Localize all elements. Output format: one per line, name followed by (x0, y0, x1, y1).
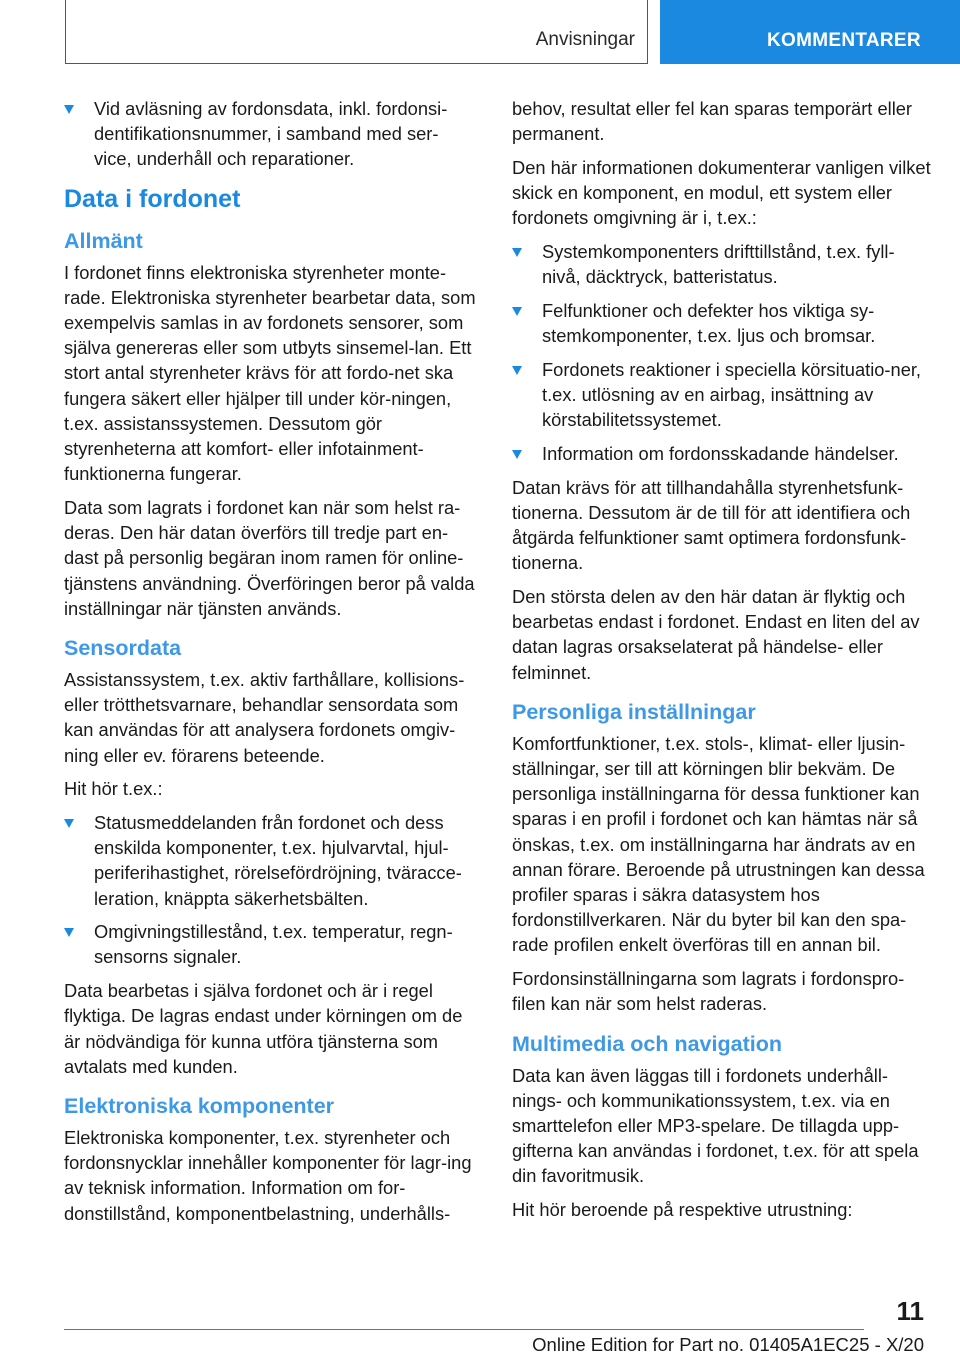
heading-data-i-fordonet: Data i fordonet (64, 184, 241, 213)
paragraph: Komfortfunktioner, t.ex. stols-, klimat- eller ljusin-ställningar, ser till att körningen blir bekväm. De personliga inställningarna för dessa funktioner kan sparas i en profil i fordonet och kan hämtas när så önskas, t.ex. om inställningarna har ändrats av en annan förare. Beroende på utrustningen kan dessa profiler sparas i säkra datasystem hos fordonstillverkaren. När du byter bil kan den spa-rade profilen enkelt överföras till en annan bil. (512, 732, 925, 956)
bullet-list (64, 810, 476, 970)
triangle-bullet-icon (512, 307, 522, 316)
paragraph: Den största delen av den här datan är flyktig och bearbetas endast i fordonet. Endast en liten del av datan lagras orsakselaterat på händelse- eller felminnet. (512, 585, 920, 683)
heading-multimedia-och-navigation: Multimedia och navigation (512, 1031, 782, 1056)
footer-divider (64, 1329, 864, 1330)
paragraph: Elektroniska komponenter, t.ex. styrenheter och fordonsnycklar innehåller komponenter för lagr-ing av teknisk information. Information om for-donstillstånd, komponentbelastning, underhålls- (64, 1127, 472, 1224)
paragraph: I fordonet finns elektroniska styrenheter monte-rade. Elektroniska styrenheter bearbetar data, som exempelvis samlas in av fordonets sensorer, som själva genereras eller som utbyts sinsemel-lan. Ett stort antal styrenheter krävs för att fordo-net ska fungera säkert eller hjälper till under kör-ningen, t.ex. assistanssystemen. Dessutom gör styrenheterna att komfort- eller infotainment-funktionerna fungerar. (64, 261, 476, 485)
right-column (512, 96, 932, 1231)
left-column (64, 96, 476, 1234)
list-item: Vid avläsning av fordonsdata, inkl. fordonsi-dentifikationsnummer, i samband med ser-vice, underhåll och reparationer. (64, 96, 476, 172)
list-item: Systemkomponenters drifttillstånd, t.ex. fyll-nivå, däcktryck, batteristatus. (512, 239, 932, 289)
paragraph: Datan krävs för att tillhandahålla styrenhetsfunk-tionerna. Dessutom är de till för att identifiera och åtgärda felfunktioner samt optimera fordonsfunk-tionerna. (512, 476, 911, 574)
triangle-bullet-icon (64, 105, 74, 114)
paragraph: Hit hör beroende på respektive utrustning: (512, 1199, 853, 1221)
heading-sensordata: Sensordata (64, 635, 182, 660)
paragraph: Den här informationen dokumenterar vanligen vilket skick en komponent, en modul, ett system eller fordonets omgivning är i, t.ex.: (512, 156, 931, 229)
section-title: Anvisningar (535, 29, 635, 50)
heading-elektroniska-komponenter: Elektroniska komponenter (64, 1094, 335, 1118)
list-item: Fordonets reaktioner i speciella körsituatio-ner, t.ex. utlösning av en airbag, insättning av körstabilitetssystemet. (512, 357, 932, 433)
paragraph: Assistanssystem, t.ex. aktiv farthållare, kollisions- eller trötthetsvarnare, behandlar sensordata som kan användas för att analysera fordonets omgiv-ning eller ev. förarens beteende. (64, 668, 465, 766)
triangle-bullet-icon (512, 450, 522, 459)
triangle-bullet-icon (512, 248, 522, 257)
triangle-bullet-icon (64, 928, 74, 937)
list-item: Information om fordonsskadande händelser. (512, 441, 932, 466)
heading-allmant: Allmänt (64, 228, 143, 253)
paragraph: behov, resultat eller fel kan sparas temporärt eller permanent. (512, 98, 913, 145)
tab-kommentarer[interactable]: KOMMENTARER (660, 0, 960, 64)
paragraph: Hit hör t.ex.: (64, 778, 163, 800)
triangle-bullet-icon (64, 819, 74, 828)
footer-edition: Online Edition for Part no. 01405A1EC25 - X/20 (532, 1334, 924, 1355)
page-number: 11 (896, 1296, 924, 1326)
bullet-list (64, 96, 476, 172)
heading-personliga-installningar: Personliga inställningar (512, 699, 756, 724)
paragraph: Data bearbetas i själva fordonet och är i regel flyktiga. De lagras endast under körningen om de är nödvändiga för kunna utföra tjänsterna som avtalats med kunden. (64, 980, 463, 1077)
paragraph: Data som lagrats i fordonet kan när som helst ra-deras. Den här datan överförs till tredje part en-dast på personlig begäran inom ramen för online-tjänstens användning. Överföringen beror på valda inställningar när tjänsten används. (64, 496, 475, 619)
paragraph: Data kan även läggas till i fordonets underhåll-nings- och kommunikationssystem, t.ex. via en smarttelefon eller MP3-spelare. De tillagda upp-gifterna kan användas i fordonet, t.ex. för att spela din favoritmusik. (512, 1064, 919, 1187)
list-item: Omgivningstillestånd, t.ex. temperatur, regn-sensorns signaler. (64, 919, 476, 969)
paragraph: Fordonsinställningarna som lagrats i fordonspro-filen kan när som helst raderas. (512, 968, 905, 1015)
list-item: Felfunktioner och defekter hos viktiga sy-stemkomponenter, t.ex. ljus och bromsar. (512, 298, 932, 348)
bullet-list (512, 239, 932, 466)
list-item: Statusmeddelanden från fordonet och dess enskilda komponenter, t.ex. hjulvarvtal, hjul-periferihastighet, rörelsefördröjning, tväracce-leration, knäppta säkerhetsbälten. (64, 810, 476, 911)
triangle-bullet-icon (512, 366, 522, 375)
